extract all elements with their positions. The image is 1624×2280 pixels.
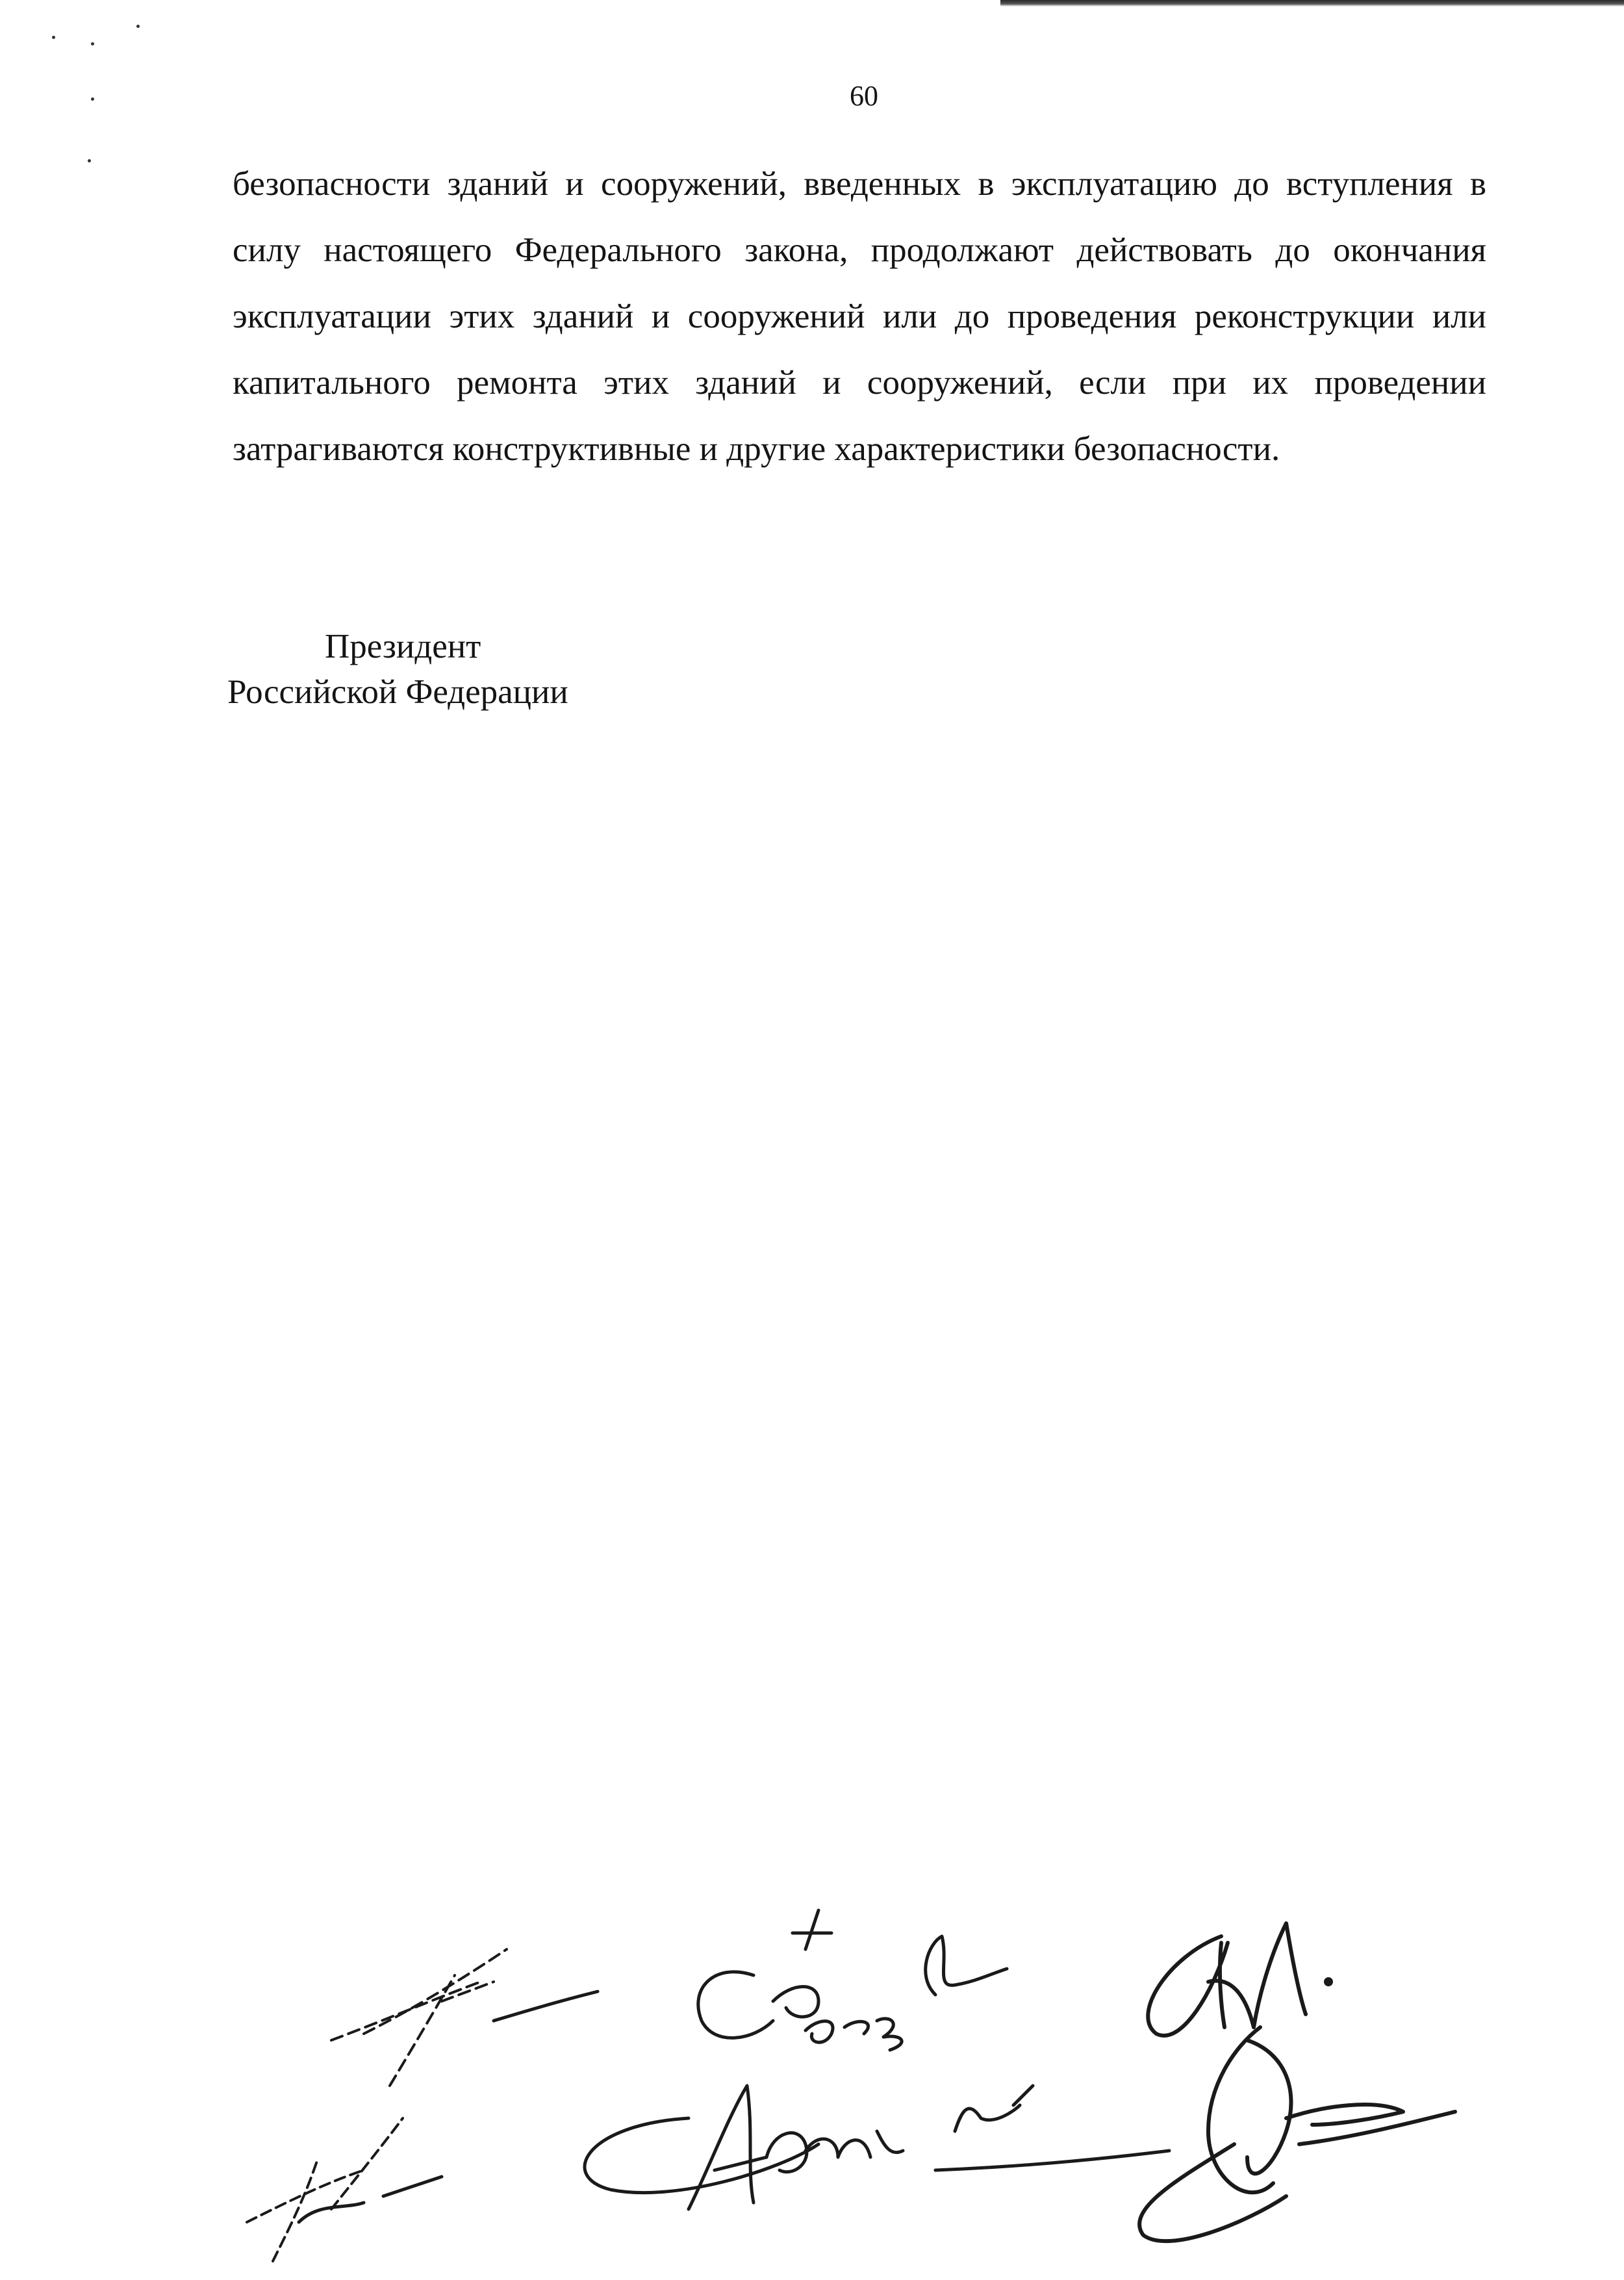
- signature-block: [227, 624, 568, 715]
- scan-speck: [136, 25, 140, 28]
- signature-title-line2: Российской Федерации: [227, 673, 568, 711]
- signature-4: [247, 2118, 403, 2261]
- scan-speck: [91, 42, 94, 45]
- scan-speck: [52, 36, 55, 39]
- body-paragraph: безопасности зданий и сооружений, введенных в эксплуатацию до вступления в силу настоящего Федерального закона, продолжают действовать до окончания эксплуатации этих зданий и сооружений или до проведения реконструкции или капитального ремонта этих зданий и сооружений, если при их проведении затрагиваются конструктивные и другие характеристики безопасности.: [233, 165, 1486, 468]
- signature-5: [585, 2086, 1169, 2209]
- signature-1: [331, 1949, 507, 2086]
- handwritten-signatures-icon: [234, 1871, 1468, 2274]
- signature-4b: [299, 2177, 442, 2222]
- page-number: 60: [850, 80, 878, 112]
- signature-2: [698, 1910, 1007, 2050]
- scan-speck: [88, 159, 91, 162]
- signature-3: [1148, 1923, 1331, 2036]
- signature-title-line1: Президент: [325, 628, 481, 665]
- signature-6: [1139, 2027, 1455, 2241]
- signature-1b: [494, 1992, 598, 2021]
- scan-edge-shadow: [1000, 0, 1624, 6]
